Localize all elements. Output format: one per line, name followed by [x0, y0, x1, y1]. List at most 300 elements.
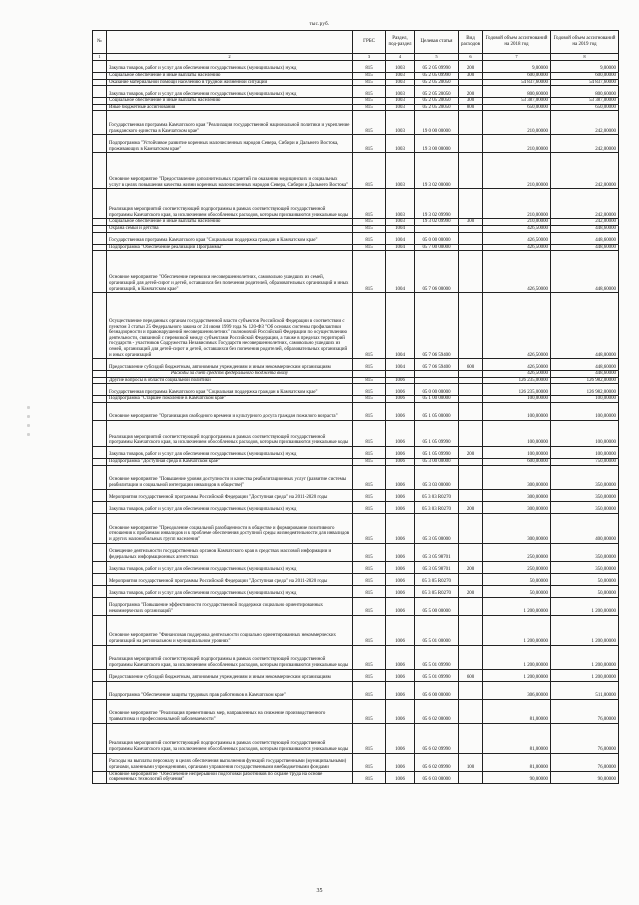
row-2019-cell: 350,00000 — [551, 543, 619, 561]
row-2019-cell: 800,60000 — [551, 86, 619, 98]
row-target-cell: 05 3 05 R0270 — [415, 573, 459, 585]
row-num-cell — [93, 219, 107, 226]
table-row — [93, 384, 619, 396]
table-row — [93, 73, 619, 80]
row-section-cell: 1003 — [386, 219, 415, 226]
row-name-cell: Основное мероприятие "Обеспечение непрерывной подготовки работников по охране труда на основе современных технологий обучения" — [107, 771, 353, 783]
row-section-cell: 1004 — [386, 232, 415, 244]
row-num-cell — [93, 513, 107, 543]
row-2019-cell: 242,00000 — [551, 135, 619, 153]
row-grbs-cell: 815 — [353, 446, 386, 458]
row-grbs-cell: 815 — [353, 153, 386, 189]
table-row — [93, 446, 619, 458]
table-row — [93, 597, 619, 615]
row-2019-cell: 448,60000 — [551, 244, 619, 251]
row-2018-cell: 126 235,00000 — [483, 384, 551, 396]
table-row — [93, 219, 619, 226]
row-kind-cell — [459, 293, 483, 359]
row-section-cell: 1006 — [386, 420, 415, 446]
row-num-cell — [93, 573, 107, 585]
row-kind-cell — [459, 699, 483, 723]
row-kind-cell — [459, 723, 483, 753]
row-grbs-cell: 815 — [353, 561, 386, 573]
row-grbs-cell: 815 — [353, 293, 386, 359]
row-2018-cell: 300,00000 — [483, 513, 551, 543]
row-name-cell: Закупка товаров, работ и услуг для обеспечения государственных (муниципальных) нужд — [107, 501, 353, 513]
row-name-cell: Подпрограмма "Доступная среда в Камчатском крае" — [107, 458, 353, 465]
row-name-cell: Реализация мероприятий соответствующей подпрограммы в рамках соответствующей государственной программы Камчатского края, за исключением обособленных расходов, которым присваиваются уникальные коды — [107, 645, 353, 669]
row-section-cell: 1003 — [386, 104, 415, 111]
row-target-cell: 05 1 05 09990 — [415, 446, 459, 458]
row-grbs-cell: 815 — [353, 615, 386, 645]
row-name-cell: Расходы за счет средств федерального бюджета внизу — [107, 371, 353, 378]
table-row — [93, 543, 619, 561]
table-row — [93, 396, 619, 403]
table-row — [93, 189, 619, 219]
column-number: 5 — [415, 54, 459, 61]
row-grbs-cell: 815 — [353, 699, 386, 723]
row-2018-cell: 426,50000 — [483, 232, 551, 244]
row-2019-cell: 126 982,00000 — [551, 384, 619, 396]
row-2018-cell: 210,00000 — [483, 189, 551, 219]
row-num-cell — [93, 458, 107, 465]
row-kind-cell — [459, 79, 483, 86]
table-row — [93, 371, 619, 378]
row-grbs-cell: 815 — [353, 723, 386, 753]
row-target-cell: 05 5 01 00000 — [415, 615, 459, 645]
table-row — [93, 645, 619, 669]
row-name-cell: Социальное обеспечение и иные выплаты населению — [107, 73, 353, 80]
header-num: № — [93, 31, 107, 54]
row-target-cell: 05 1 05 09990 — [415, 420, 459, 446]
row-kind-cell — [459, 543, 483, 561]
row-num-cell — [93, 543, 107, 561]
row-name-cell: Закупка товаров, работ и услуг для обеспечения государственных (муниципальных) нужд — [107, 446, 353, 458]
scan-marks — [22, 400, 36, 470]
row-num-cell — [93, 615, 107, 645]
row-2019-cell: 448,60000 — [551, 251, 619, 293]
row-target-cell: 05 5 00 00000 — [415, 597, 459, 615]
row-2018-cell: 53 387,00000 — [483, 98, 551, 105]
row-grbs-cell: 815 — [353, 543, 386, 561]
row-name-cell: Основное мероприятие "Предоставление дополнительных гарантий по оказанию медицинских и социальных услуг в целях повышения качества жизни коренных малочисленных народов Севера, Сибири и Дальнего Востока" — [107, 153, 353, 189]
row-grbs-cell: 815 — [353, 669, 386, 681]
row-2018-cell: 1 200,00000 — [483, 615, 551, 645]
row-section-cell: 1004 — [386, 359, 415, 371]
row-section-cell: 1006 — [386, 501, 415, 513]
row-grbs-cell: 815 — [353, 189, 386, 219]
row-target-cell: 05 2 05 09990 — [415, 73, 459, 80]
units-note: тыс.руб. — [309, 22, 330, 27]
row-num-cell — [93, 489, 107, 501]
row-kind-cell: 300 — [459, 73, 483, 80]
row-2018-cell: 306,00000 — [483, 681, 551, 699]
row-section-cell: 1006 — [386, 753, 415, 771]
row-grbs-cell: 815 — [353, 597, 386, 615]
row-2018-cell: 50,00000 — [483, 585, 551, 597]
row-2019-cell: 242,00000 — [551, 219, 619, 226]
row-num-cell — [93, 420, 107, 446]
row-kind-cell — [459, 371, 483, 378]
row-kind-cell — [459, 420, 483, 446]
row-2018-cell: 1 200,00000 — [483, 669, 551, 681]
row-target-cell: 19 0 00 00000 — [415, 111, 459, 135]
row-num-cell — [93, 104, 107, 111]
row-section-cell: 1006 — [386, 543, 415, 561]
row-name-cell: Подпрограмма "Старшее поколение в Камчатском крае" — [107, 396, 353, 403]
table-row — [93, 585, 619, 597]
row-2018-cell: 300,00000 — [483, 501, 551, 513]
row-target-cell: 05 3 05 98701 — [415, 543, 459, 561]
row-2019-cell: 242,00000 — [551, 153, 619, 189]
row-name-cell: Осуществление переданных органам государственной власти субъектов Российской Федерации в соответствии с пунктом 3 статьи 25 Федерального закона от 24 июня 1999 года № 120-ФЗ "Об основах системы профилактики безнадзорности и правонарушений несовершеннолетних" полномочий Российской Федерации по осуществлению деятельности, связанной с перевозкой между субъектами Российской Федерации, а также в пределах территорий государств - участников Содружества Независимых Государств несовершеннолетних, самовольно ушедших из семей, организаций для детей-сирот и детей, оставшихся без попечения родителей, образовательных организаций и иных организаций — [107, 293, 353, 359]
row-2019-cell: 9,00000 — [551, 61, 619, 73]
row-2018-cell: 90,00000 — [483, 771, 551, 783]
row-2019-cell: 400,00000 — [551, 513, 619, 543]
row-target-cell: 05 7 06 00000 — [415, 251, 459, 293]
column-number: 1 — [93, 54, 107, 61]
row-num-cell — [93, 585, 107, 597]
row-2019-cell: 54 837,60000 — [551, 79, 619, 86]
row-2018-cell: 81,00000 — [483, 753, 551, 771]
row-num-cell — [93, 771, 107, 783]
row-2018-cell: 426,50000 — [483, 371, 551, 378]
header-name — [107, 31, 353, 54]
row-grbs-cell: 815 — [353, 86, 386, 98]
row-2019-cell: 750,00000 — [551, 458, 619, 465]
row-section-cell: 1003 — [386, 111, 415, 135]
row-target-cell: 05 3 05 00000 — [415, 513, 459, 543]
row-section-cell: 1006 — [386, 513, 415, 543]
row-target-cell: 05 3 05 R0270 — [415, 585, 459, 597]
row-2019-cell: 100,00000 — [551, 446, 619, 458]
row-section-cell: 1006 — [386, 402, 415, 420]
table-row — [93, 225, 619, 232]
row-2019-cell: 448,60000 — [551, 359, 619, 371]
column-number: 4 — [386, 54, 415, 61]
row-section-cell: 1003 — [386, 79, 415, 86]
row-section-cell — [386, 371, 415, 378]
table-row — [93, 377, 619, 384]
row-2019-cell: 50,00000 — [551, 573, 619, 585]
row-2019-cell: 242,00000 — [551, 189, 619, 219]
row-grbs-cell: 815 — [353, 359, 386, 371]
row-name-cell: Закупка товаров, работ и услуг для обеспечения государственных (муниципальных) нужд — [107, 61, 353, 73]
row-kind-cell: 200 — [459, 501, 483, 513]
row-grbs-cell: 815 — [353, 61, 386, 73]
row-name-cell: Основное мероприятие "Преодоление социальной разобщенности в обществе и формирование позитивного отношения к проблемам инвалидов и к проблеме обеспечения доступной среды жизнедеятельности для инвалидов и других маломобильных групп населения" — [107, 513, 353, 543]
row-kind-cell — [459, 771, 483, 783]
row-grbs-cell: 815 — [353, 73, 386, 80]
row-num-cell — [93, 98, 107, 105]
row-name-cell: Иные бюджетные ассигнования — [107, 104, 353, 111]
row-section-cell: 1006 — [386, 723, 415, 753]
row-target-cell: 05 3 03 R0270 — [415, 501, 459, 513]
row-name-cell: Освещение деятельности государственных органов Камчатского края в средствах массовой информации и федеральных информационных агентствах — [107, 543, 353, 561]
table-row — [93, 458, 619, 465]
row-kind-cell: 600 — [459, 669, 483, 681]
row-name-cell: Подпрограмма "Устойчивое развитие коренных малочисленных народов Севера, Сибири и Дальнего Востока, проживающих в Камчатском крае" — [107, 135, 353, 153]
row-grbs-cell: 815 — [353, 244, 386, 251]
row-target-cell: 05 5 01 09990 — [415, 645, 459, 669]
table-row — [93, 513, 619, 543]
row-num-cell — [93, 501, 107, 513]
row-num-cell — [93, 699, 107, 723]
row-section-cell: 1006 — [386, 699, 415, 723]
row-target-cell — [415, 377, 459, 384]
row-target-cell: 19 3 00 00000 — [415, 135, 459, 153]
header-section: Раздел, под-раздел — [386, 31, 415, 54]
row-target-cell — [415, 371, 459, 378]
row-kind-cell — [459, 244, 483, 251]
row-name-cell: Государственная программа Камчатского края "Социальная поддержка граждан в Камчатском крае" — [107, 384, 353, 396]
row-grbs-cell: 815 — [353, 489, 386, 501]
row-2018-cell: 100,00000 — [483, 402, 551, 420]
row-section-cell: 1003 — [386, 135, 415, 153]
row-2019-cell: 448,60000 — [551, 225, 619, 232]
column-number: 3 — [353, 54, 386, 61]
row-name-cell: Мероприятия государственной программы Российской Федерации "Доступная среда" на 2011-2020 годы — [107, 489, 353, 501]
row-kind-cell — [459, 225, 483, 232]
table-row — [93, 244, 619, 251]
row-2019-cell: 448,60000 — [551, 371, 619, 378]
table-row — [93, 86, 619, 98]
column-number: 6 — [459, 54, 483, 61]
table-row — [93, 359, 619, 371]
table-row — [93, 232, 619, 244]
row-kind-cell: 100 — [459, 753, 483, 771]
row-name-cell: Основное мероприятие "Реализация превентивных мер, направленных на снижение производственного травматизма и профессиональной заболеваемости" — [107, 699, 353, 723]
row-num-cell — [93, 377, 107, 384]
table-row — [93, 153, 619, 189]
row-2018-cell: 426,50000 — [483, 359, 551, 371]
row-2019-cell: 100,00000 — [551, 402, 619, 420]
row-num-cell — [93, 561, 107, 573]
table-row — [93, 771, 619, 783]
row-num-cell — [93, 723, 107, 753]
row-target-cell: 05 2 05 20050 — [415, 79, 459, 86]
row-2018-cell: 81,00000 — [483, 723, 551, 753]
row-section-cell: 1004 — [386, 244, 415, 251]
row-target-cell: 05 3 03 R0270 — [415, 489, 459, 501]
row-name-cell: Закупка товаров, работ и услуг для обеспечения государственных (муниципальных) нужд — [107, 561, 353, 573]
row-grbs-cell: 815 — [353, 585, 386, 597]
row-section-cell: 1006 — [386, 681, 415, 699]
row-target-cell: 05 6 02 09990 — [415, 723, 459, 753]
row-2018-cell: 100,00000 — [483, 420, 551, 446]
row-num-cell — [93, 645, 107, 669]
row-grbs-cell: 815 — [353, 79, 386, 86]
row-section-cell: 1006 — [386, 585, 415, 597]
row-grbs-cell: 815 — [353, 232, 386, 244]
row-name-cell: Основное мероприятие "Организация свободного времени и культурного досуга граждан пожилого возраста" — [107, 402, 353, 420]
row-kind-cell — [459, 396, 483, 403]
row-num-cell — [93, 189, 107, 219]
row-section-cell: 1006 — [386, 669, 415, 681]
row-2018-cell: 600,00000 — [483, 73, 551, 80]
row-target-cell: 05 7 00 00000 — [415, 244, 459, 251]
row-kind-cell — [459, 615, 483, 645]
row-kind-cell — [459, 465, 483, 489]
column-number: 8 — [551, 54, 619, 61]
row-grbs-cell: 815 — [353, 377, 386, 384]
row-num-cell — [93, 135, 107, 153]
row-kind-cell — [459, 153, 483, 189]
row-grbs-cell: 815 — [353, 681, 386, 699]
row-name-cell: Социальное обеспечение и иные выплаты населению — [107, 219, 353, 226]
row-grbs-cell: 815 — [353, 104, 386, 111]
row-num-cell — [93, 244, 107, 251]
table-row — [93, 104, 619, 111]
row-2019-cell: 76,00000 — [551, 699, 619, 723]
row-kind-cell: 200 — [459, 561, 483, 573]
row-2018-cell: 600,00000 — [483, 458, 551, 465]
row-2019-cell: 600,00000 — [551, 73, 619, 80]
row-section-cell: 1006 — [386, 384, 415, 396]
row-2018-cell: 426,50000 — [483, 251, 551, 293]
row-num-cell — [93, 293, 107, 359]
row-target-cell: 05 1 05 00000 — [415, 402, 459, 420]
row-num-cell — [93, 79, 107, 86]
table-row — [93, 501, 619, 513]
row-target-cell: 05 3 00 00000 — [415, 458, 459, 465]
column-number: 7 — [483, 54, 551, 61]
row-section-cell: 1006 — [386, 377, 415, 384]
row-name-cell: Основное мероприятие "Финансовая поддержка деятельности социально ориентированных некоммерческих организаций на региональном и муниципальном уровнях" — [107, 615, 353, 645]
row-2019-cell: 1 200,00000 — [551, 645, 619, 669]
row-2019-cell: 100,00000 — [551, 420, 619, 446]
table-row — [93, 465, 619, 489]
row-kind-cell — [459, 384, 483, 396]
row-target-cell: 05 6 02 09990 — [415, 753, 459, 771]
row-grbs-cell: 815 — [353, 135, 386, 153]
row-grbs-cell: 815 — [353, 573, 386, 585]
row-target-cell: 05 2 05 20050 — [415, 98, 459, 105]
row-num-cell — [93, 597, 107, 615]
row-2018-cell: 9,00000 — [483, 61, 551, 73]
row-kind-cell: 300 — [459, 219, 483, 226]
row-section-cell: 1006 — [386, 446, 415, 458]
row-grbs-cell: 815 — [353, 645, 386, 669]
row-grbs-cell: 815 — [353, 465, 386, 489]
row-name-cell: Государственная программа Камчатского края "Социальная поддержка граждан в Камчатском крае" — [107, 232, 353, 244]
row-grbs-cell: 815 — [353, 402, 386, 420]
row-2018-cell: 210,00000 — [483, 135, 551, 153]
row-target-cell: 19 3 02 09990 — [415, 189, 459, 219]
row-name-cell: Расходы на выплаты персоналу в целях обеспечения выполнения функций государственными (муниципальными) органами, казенными учреждениями, органами управления государственными внебюджетными фондами — [107, 753, 353, 771]
row-section-cell: 1004 — [386, 251, 415, 293]
row-target-cell: 05 3 05 98701 — [415, 561, 459, 573]
row-kind-cell — [459, 597, 483, 615]
row-2019-cell: 448,60000 — [551, 232, 619, 244]
row-section-cell: 1006 — [386, 489, 415, 501]
row-grbs-cell — [353, 371, 386, 378]
table-row — [93, 561, 619, 573]
row-2018-cell: 426,50000 — [483, 293, 551, 359]
header-kind: Вид расходов — [459, 31, 483, 54]
row-kind-cell: 200 — [459, 86, 483, 98]
row-target-cell: 05 3 03 00000 — [415, 465, 459, 489]
row-2018-cell: 250,00000 — [483, 543, 551, 561]
row-name-cell: Мероприятия государственной программы Российской Федерации "Доступная среда" на 2011-2020 годы — [107, 573, 353, 585]
row-grbs-cell: 815 — [353, 225, 386, 232]
table-row — [93, 420, 619, 446]
table-row — [93, 61, 619, 73]
row-2019-cell: 1 200,00000 — [551, 615, 619, 645]
row-2018-cell: 210,00000 — [483, 219, 551, 226]
row-num-cell — [93, 232, 107, 244]
row-section-cell: 1004 — [386, 225, 415, 232]
row-2018-cell: 300,00000 — [483, 489, 551, 501]
row-section-cell: 1006 — [386, 573, 415, 585]
row-kind-cell — [459, 681, 483, 699]
row-section-cell: 1006 — [386, 615, 415, 645]
header-2019: Годовой объем ассигнований на 2019 год — [551, 31, 619, 54]
row-section-cell: 1006 — [386, 465, 415, 489]
row-section-cell: 1006 — [386, 458, 415, 465]
row-kind-cell: 600 — [459, 359, 483, 371]
row-2019-cell: 448,00000 — [551, 293, 619, 359]
row-2018-cell: 426,50000 — [483, 244, 551, 251]
table-row — [93, 681, 619, 699]
row-target-cell: 05 5 01 09990 — [415, 669, 459, 681]
table-row — [93, 135, 619, 153]
row-2019-cell: 50,00000 — [551, 585, 619, 597]
row-2019-cell: 76,00000 — [551, 753, 619, 771]
row-target-cell: 05 6 00 00000 — [415, 681, 459, 699]
row-grbs-cell: 815 — [353, 384, 386, 396]
row-name-cell: Оказание материальной помощи населению в трудной жизненной ситуации — [107, 79, 353, 86]
row-kind-cell: 300 — [459, 98, 483, 105]
column-number: 2 — [107, 54, 353, 61]
row-target-cell: 05 7 06 59400 — [415, 293, 459, 359]
row-target-cell: 05 6 03 00000 — [415, 771, 459, 783]
row-section-cell: 1003 — [386, 153, 415, 189]
row-target-cell: 19 3 02 00000 — [415, 153, 459, 189]
row-target-cell: 19 3 02 09990 — [415, 219, 459, 226]
row-grbs-cell: 815 — [353, 251, 386, 293]
row-name-cell: Предоставление субсидий бюджетным, автономным учреждениям и иным некоммерческим организациям — [107, 669, 353, 681]
row-grbs-cell: 815 — [353, 458, 386, 465]
page-number: 35 — [316, 888, 323, 894]
row-kind-cell — [459, 111, 483, 135]
row-2018-cell: 650,00000 — [483, 104, 551, 111]
row-num-cell — [93, 225, 107, 232]
row-2018-cell: 250,00000 — [483, 561, 551, 573]
row-kind-cell — [459, 489, 483, 501]
table-row — [93, 251, 619, 293]
row-2018-cell: 126 235,00000 — [483, 377, 551, 384]
row-grbs-cell: 815 — [353, 396, 386, 403]
row-kind-cell — [459, 645, 483, 669]
table-body — [93, 61, 619, 784]
row-name-cell: Основное мероприятие "Повышение уровня доступности и качества реабилитационных услуг (развитие системы реабилитации и социальной интеграции инвалидов в обществе)" — [107, 465, 353, 489]
row-num-cell — [93, 402, 107, 420]
row-num-cell — [93, 111, 107, 135]
row-target-cell: 05 7 06 59400 — [415, 359, 459, 371]
row-num-cell — [93, 371, 107, 378]
table-row — [93, 98, 619, 105]
row-name-cell: Реализация мероприятий соответствующей подпрограммы в рамках соответствующей государственной программы Камчатского края, за исключением обособленных расходов, которым присваиваются уникальные коды — [107, 723, 353, 753]
row-section-cell: 1006 — [386, 561, 415, 573]
row-2019-cell: 100,00000 — [551, 396, 619, 403]
row-kind-cell — [459, 251, 483, 293]
row-name-cell: Охрана семьи и детства — [107, 225, 353, 232]
table-row — [93, 699, 619, 723]
row-num-cell — [93, 251, 107, 293]
row-name-cell: Реализация мероприятий соответствующей подпрограммы в рамках соответствующей государственной программы Камчатского края, за исключением обособленных расходов, которым присваиваются уникальные коды — [107, 189, 353, 219]
header-grbs: ГРБС — [353, 31, 386, 54]
